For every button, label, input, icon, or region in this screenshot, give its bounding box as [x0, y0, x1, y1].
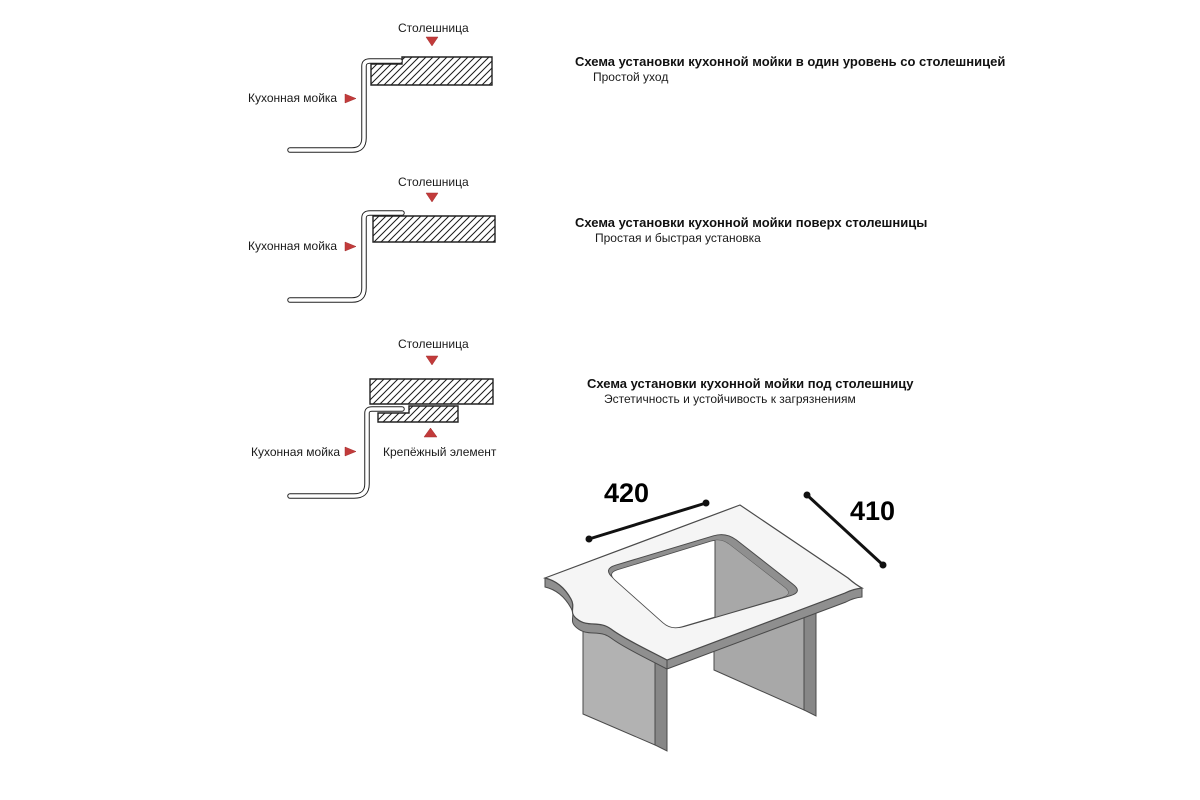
scheme-title-undermount: Схема установки кухонной мойки под столешницу [587, 376, 914, 391]
arrow-down-icon [426, 37, 438, 46]
fastener-label: Крепёжный элемент [383, 445, 497, 459]
arrow-up-icon [424, 428, 437, 437]
scheme-title-flush: Схема установки кухонной мойки в один уровень со столешницей [575, 54, 1006, 69]
scheme-subtitle-overmount: Простая и быстрая установка [595, 231, 761, 245]
cutout-3d-view [530, 480, 980, 800]
sink-label: Кухонная мойка [248, 91, 338, 105]
dimension-depth-value: 410 [850, 496, 896, 526]
countertop-label: Столешница [398, 337, 469, 351]
dimension-width-value: 420 [604, 478, 650, 508]
scheme-subtitle-undermount: Эстетичность и устойчивость к загрязнениям [604, 392, 856, 406]
scheme-subtitle-flush: Простой уход [593, 70, 669, 84]
arrow-right-icon [345, 447, 356, 456]
sink-label: Кухонная мойка [248, 239, 338, 253]
countertop-section-hatch [373, 216, 495, 242]
sink-label: Кухонная мойка [251, 445, 341, 459]
flush-mount-profile-drawing [240, 10, 510, 170]
countertop-label: Столешница [398, 21, 469, 35]
arrow-down-icon [426, 356, 438, 365]
countertop-label: Столешница [398, 175, 469, 189]
scheme-title-overmount: Схема установки кухонной мойки поверх столешницы [575, 215, 928, 230]
countertop-section-hatch [370, 379, 493, 404]
undermount-profile-drawing [240, 330, 510, 510]
arrow-right-icon [345, 242, 356, 251]
arrow-right-icon [345, 94, 356, 103]
arrow-down-icon [426, 193, 438, 202]
